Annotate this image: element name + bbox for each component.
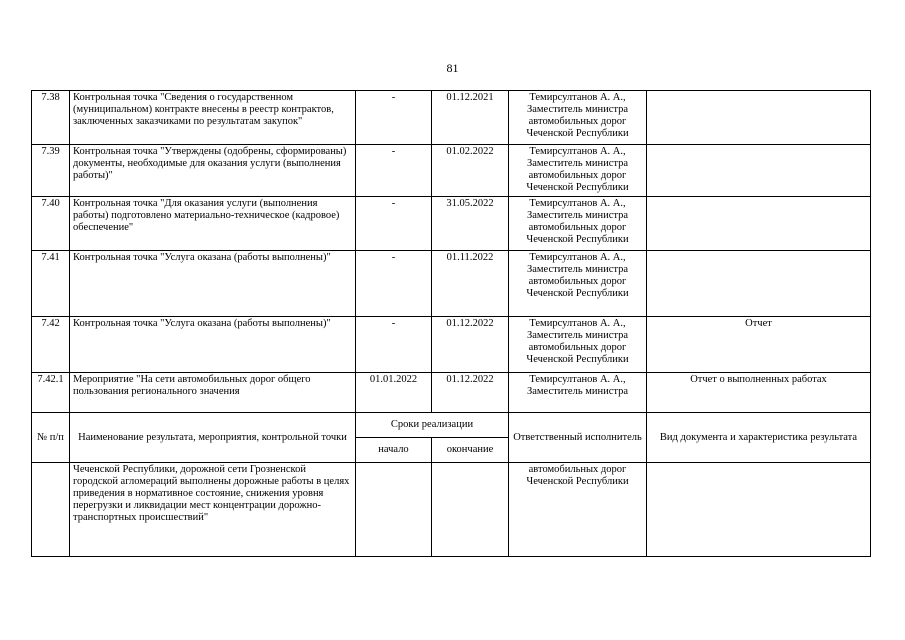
- header-terms: Сроки реализации: [356, 413, 509, 438]
- table-row: [32, 145, 871, 197]
- row-start: -: [356, 317, 432, 373]
- table-row: [32, 197, 871, 251]
- row-name: Чеченской Республики, дорожной сети Грозненской городской агломераций выполнены дорожные работы в целях приведения в нормативное состояние, снижения уровня перегрузки и ликвидации мест концентрации дорожно-транспортных происшествий": [70, 463, 356, 557]
- table-row: [32, 91, 871, 145]
- row-start: -: [356, 91, 432, 145]
- row-start: -: [356, 197, 432, 251]
- row-result: Отчет о выполненных работах: [647, 373, 871, 413]
- header-num: № п/п: [32, 413, 70, 463]
- table-header-row: [32, 413, 871, 438]
- row-start: -: [356, 145, 432, 197]
- table-row: [32, 251, 871, 317]
- row-end: 31.05.2022: [432, 197, 509, 251]
- header-end: окончание: [432, 438, 509, 463]
- row-result: [647, 145, 871, 197]
- row-start: -: [356, 251, 432, 317]
- row-end: [432, 463, 509, 557]
- row-name: Контрольная точка "Утверждены (одобрены, сформированы) документы, необходимые для оказания услуги (выполнения работы)": [70, 145, 356, 197]
- row-executor: Темирсултанов А. А., Заместитель министра автомобильных дорог Чеченской Республики: [509, 91, 647, 145]
- row-name: Мероприятие "На сети автомобильных дорог общего пользования регионального значения: [70, 373, 356, 413]
- table-row: [32, 373, 871, 413]
- header-name: Наименование результата, мероприятия, контрольной точки: [70, 413, 356, 463]
- row-executor: Темирсултанов А. А., Заместитель министра автомобильных дорог Чеченской Республики: [509, 197, 647, 251]
- row-number: 7.41: [32, 251, 70, 317]
- row-number: [32, 463, 70, 557]
- row-number: 7.40: [32, 197, 70, 251]
- header-start: начало: [356, 438, 432, 463]
- row-end: 01.12.2022: [432, 373, 509, 413]
- row-name: Контрольная точка "Сведения о государственном (муниципальном) контракте внесены в реестр контрактов, заключенных заказчиками по результатам закупок": [70, 91, 356, 145]
- header-executor: Ответственный исполнитель: [509, 413, 647, 463]
- row-name: Контрольная точка "Услуга оказана (работы выполнены)": [70, 317, 356, 373]
- row-executor: автомобильных дорог Чеченской Республики: [509, 463, 647, 557]
- row-number: 7.38: [32, 91, 70, 145]
- header-result: Вид документа и характеристика результата: [647, 413, 871, 463]
- row-executor: Темирсултанов А. А., Заместитель министра автомобильных дорог Чеченской Республики: [509, 145, 647, 197]
- row-name: Контрольная точка "Услуга оказана (работы выполнены)": [70, 251, 356, 317]
- page-number: 81: [446, 61, 459, 75]
- row-executor: Темирсултанов А. А., Заместитель министра: [509, 373, 647, 413]
- table-row: [32, 463, 871, 557]
- row-end: 01.12.2021: [432, 91, 509, 145]
- row-start: 01.01.2022: [356, 373, 432, 413]
- row-end: 01.11.2022: [432, 251, 509, 317]
- row-name: Контрольная точка "Для оказания услуги (выполнения работы) подготовлено материально-техническое (кадровое) обеспечение": [70, 197, 356, 251]
- row-end: 01.12.2022: [432, 317, 509, 373]
- row-result: [647, 251, 871, 317]
- row-result: [647, 463, 871, 557]
- row-end: 01.02.2022: [432, 145, 509, 197]
- row-number: 7.42: [32, 317, 70, 373]
- table-row: [32, 317, 871, 373]
- row-number: 7.39: [32, 145, 70, 197]
- row-start: [356, 463, 432, 557]
- plan-table: [31, 90, 871, 557]
- row-executor: Темирсултанов А. А., Заместитель министра автомобильных дорог Чеченской Республики: [509, 317, 647, 373]
- row-number: 7.42.1: [32, 373, 70, 413]
- row-result: [647, 91, 871, 145]
- row-result: [647, 197, 871, 251]
- row-result: Отчет: [647, 317, 871, 373]
- row-executor: Темирсултанов А. А., Заместитель министра автомобильных дорог Чеченской Республики: [509, 251, 647, 317]
